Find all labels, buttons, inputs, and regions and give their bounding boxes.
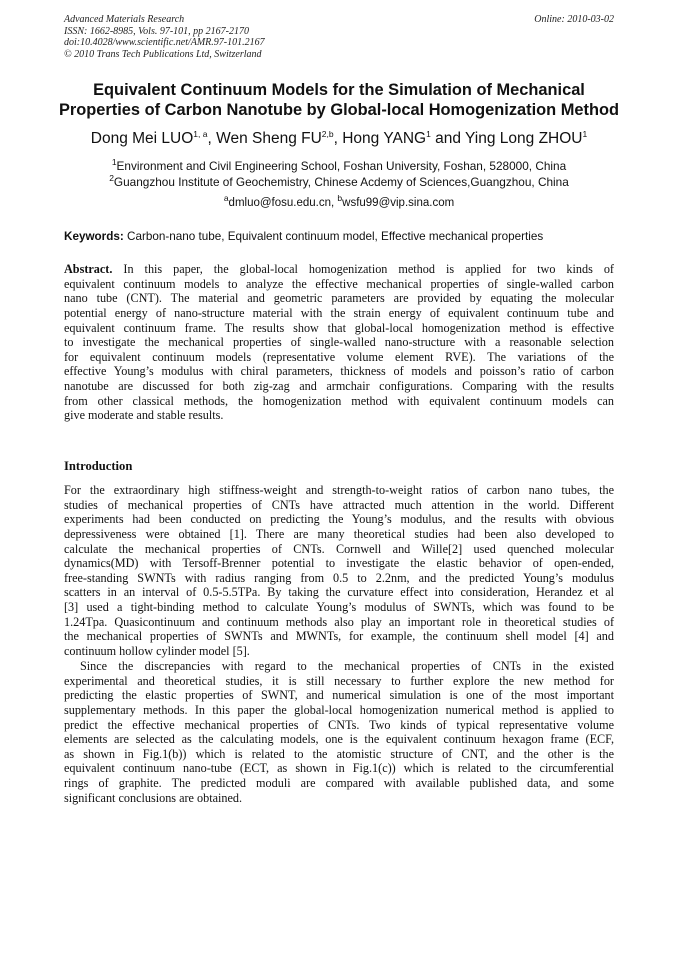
author-and: and <box>430 130 466 148</box>
paragraph-line: predict the effective mechanical properties of CNTs. Two kinds of typical representative volume <box>64 717 614 732</box>
paragraph-line: predicting the elastic properties of SWNT, and numerical simulation is one of the most important <box>64 688 614 703</box>
title-line: Equivalent Continuum Models for the Simulation of Mechanical <box>93 81 585 99</box>
author-sup: 2,b <box>321 129 334 139</box>
journal-name: Advanced Materials Research <box>64 14 185 25</box>
author-sup: 1, a <box>193 129 208 139</box>
abstract-line: equivalent continuum models to analyze the effective mechanical properties of single-walled carbon <box>64 276 614 291</box>
keywords <box>64 230 614 243</box>
paragraph-line: dynamics(MD) with Tersoff-Brenner potential to investigate the elastic behavior of open-ended, <box>64 556 614 571</box>
paragraph-line: the mechanical properties of SWNTs and MWNTs, for example, the continuum shell model [4] and <box>64 629 614 644</box>
journal-header <box>64 14 614 60</box>
abstract <box>64 262 614 423</box>
abstract-line: equivalent continuum frame. The results show that global-local homogenization method is effective <box>64 320 614 335</box>
section-heading-introduction: Introduction <box>64 459 133 473</box>
paragraph-line: free-standing SWNTs with radius ranging from 0.5 to 2.2nm, and the predicted Young’s modulus <box>64 570 614 585</box>
abstract-line-text: In this paper, the global-local homogenization method is applied for two kinds of <box>112 262 614 276</box>
introduction-paragraph-1 <box>64 483 614 659</box>
paragraph-line: rings of graphite. The predicted moduli are compared with available published data, and some <box>64 776 614 791</box>
keywords-text: Carbon-nano tube, Equivalent continuum model, Effective mechanical properties <box>123 230 544 243</box>
abstract-line: potential energy of nano-structure material with the strain energy of equivalent continuum tube and <box>64 305 614 320</box>
abstract-line: nano tube (CNT). The material and geometric parameters are provided by equating the molecular <box>64 291 614 306</box>
affiliation <box>30 157 648 173</box>
affiliation-sup: 1 <box>111 157 117 167</box>
keywords-label: Keywords: <box>64 230 124 243</box>
paragraph-line: as shown in Fig.1(b)) which is related to the atomistic structure of CNT, and the other is the <box>64 746 614 761</box>
paragraph-line: significant conclusions are obtained. <box>64 790 243 805</box>
paragraph-line: experimental and theoretical studies, it is still necessary to further explore the new method for <box>64 673 614 688</box>
copyright-line: © 2010 Trans Tech Publications Ltd, Switzerland <box>64 48 262 60</box>
title-line: Properties of Carbon Nanotube by Global-local Homogenization Method <box>58 101 620 119</box>
abstract-line: from other classical methods, the homogenization method with equivalent continuum models can <box>64 393 614 408</box>
paragraph-line: scatters in an interval of 0.5-5.5TPa. By taking the curvature effect into consideration, Herandez et al <box>64 585 614 600</box>
introduction-paragraph-2 <box>64 659 614 805</box>
author-emails <box>30 193 648 209</box>
paragraph-line: studies of mechanical properties of CNTs have attracted much attention in the world. Different <box>64 497 614 512</box>
paragraph-line: continuum hollow cylinder model [5]. <box>64 644 250 659</box>
abstract-label: Abstract. <box>64 262 113 276</box>
abstract-line: for equivalent continuum models (representative volume element RVE). The variations of the <box>64 349 614 364</box>
author-name: Wen Sheng FU <box>216 130 322 148</box>
affiliation <box>30 173 648 189</box>
paragraph-line: supplementary methods. In this paper the global-local homogenization numerical method is applied to <box>64 702 614 717</box>
affiliation-sup: 2 <box>109 173 114 183</box>
author-sup: 1 <box>582 129 588 139</box>
paragraph-line: depressiveness were obtained [1]. There are many theoretical studies had been also developed to <box>64 526 614 541</box>
author-name: Hong YANG <box>342 130 427 148</box>
issn-line: ISSN: 1662-8985, Vols. 97-101, pp 2167-2170 <box>64 25 249 37</box>
paragraph-line: Since the discrepancies with regard to the mechanical properties of CNTs in the existed <box>80 659 614 673</box>
author-sup: 1 <box>426 129 431 139</box>
paragraph-line: calculate the mechanical properties of CNTs. Cornwell and Wille[2] used quenched molecular <box>64 541 614 556</box>
affiliation-text: Environment and Civil Engineering School, Foshan University, Foshan, 528000, China <box>116 158 567 173</box>
paragraph-line: 1.24Tpa. Quasicontinuum and continuum methods also play an important role in theoretical studies of <box>64 614 614 629</box>
online-date: Online: 2010-03-02 <box>534 14 614 25</box>
abstract-line: to investigate the mechanical properties of single-walled nano-structure with a reasonable selection <box>64 335 614 350</box>
author-name: Dong Mei LUO <box>90 130 194 148</box>
author-separator: , <box>207 130 217 148</box>
abstract-line: give moderate and stable results. <box>64 408 224 423</box>
author-separator: , <box>333 130 343 148</box>
paragraph-line: equivalent continuum nano-tube (ECT, as shown in Fig.1(c)) which is related to the circumferential <box>64 761 614 776</box>
paragraph-line: [3] used a tight-binding method to calculate Young’s modulus of SWNTs, which was found to be <box>64 600 614 615</box>
paragraph-line: For the extraordinary high stiffness-weight and strength-to-weight ratios of carbon nano tubes, the <box>64 483 614 497</box>
affiliation-text: Guangzhou Institute of Geochemistry, Chinese Acdemy of Sciences,Guangzhou, China <box>113 174 569 189</box>
doi-line: doi:10.4028/www.scientific.net/AMR.97-101.2167 <box>64 37 265 48</box>
paragraph-line: experiments had been conducted on predicting the Young’s modulus, and the results with obvious <box>64 512 614 527</box>
email-sup: a <box>223 193 229 203</box>
email-sup: b <box>337 193 343 203</box>
author-name: Ying Long ZHOU <box>465 130 583 148</box>
abstract-line <box>64 262 614 277</box>
author-list <box>30 129 648 148</box>
paper-title <box>40 80 638 120</box>
paragraph-line: elements are selected as the calculating models, one is the equivalent continuum hexagon frame (ECF, <box>64 732 614 747</box>
email-text: wsfu99@vip.sina.com <box>342 196 455 209</box>
abstract-line: effective Young’s modulus with chiral parameters, thickness of models and poisson’s ratio of carbon <box>64 364 614 379</box>
abstract-line: nanotube are discussed for both zig-zag and armchair configurations. Comparing with the results <box>64 379 614 394</box>
email-text: dmluo@fosu.edu.cn, <box>228 196 338 209</box>
